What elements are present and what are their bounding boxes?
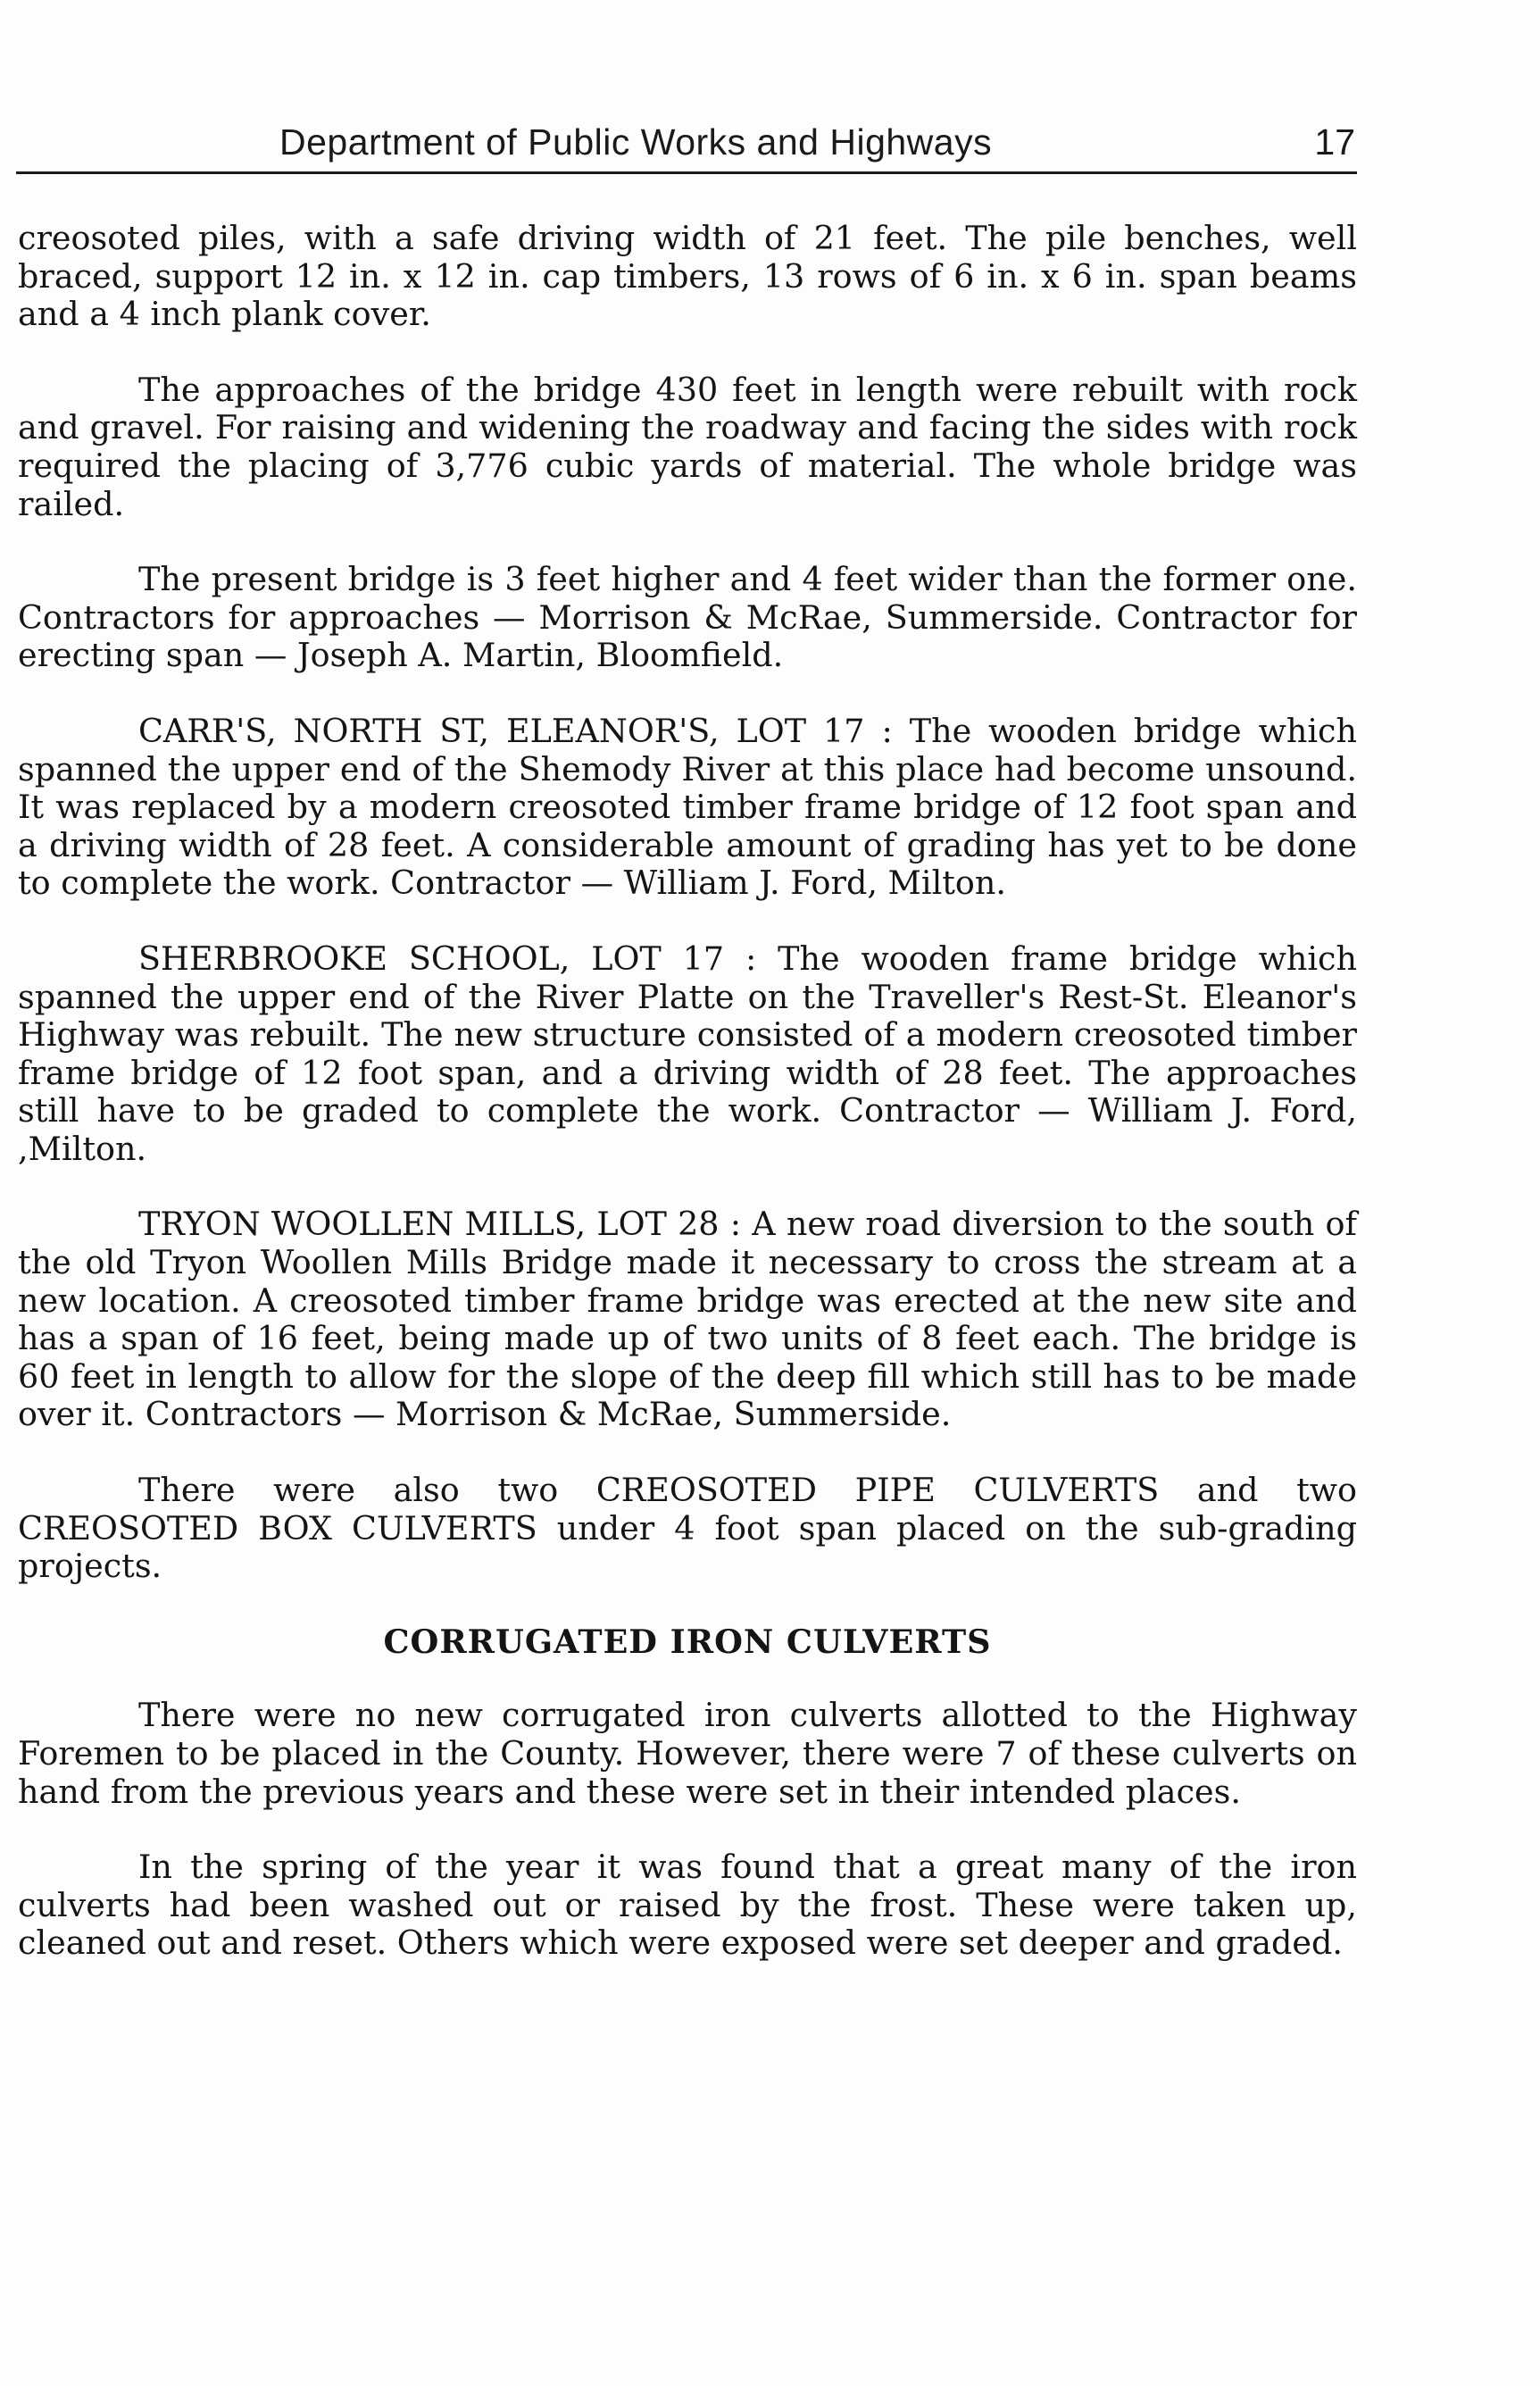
header-title: Department of Public Works and Highways — [279, 121, 993, 163]
paragraph-carrs-bridge: CARR'S, NORTH ST, ELEANOR'S, LOT 17 : The wooden bridge which spanned the upper end of the Shemody River at this place had become unsound. It was replaced by a modern creosoted timber frame bridge of 12 foot span and a driving width of 28 feet. A considerable amount of grading has yet to be done to complete the work. Contractor — William J. Ford, Milton. — [18, 711, 1357, 903]
paragraph-continuation: creosoted piles, with a safe driving width of 21 feet. The pile benches, well braced, support 12 in. x 12 in. cap timbers, 13 rows of 6 in. x 6 in. span beams and a 4 inch plank cover. — [18, 219, 1357, 334]
paragraph-tryon-woollen-mills: TRYON WOOLLEN MILLS, LOT 28 : A new road diversion to the south of the old Tryon Woollen Mills Bridge made it necessary to cross the stream at a new location. A creosoted timber frame bridge was erected at the new site and has a span of 16 feet, being made up of two units of 8 feet each. The bridge is 60 feet in length to allow for the slope of the deep fill which still has to be made over it. Contractors — Morrison & McRae, Summerside. — [18, 1205, 1357, 1434]
paragraph-spring-frost: In the spring of the year it was found that a great many of the iron culverts had been washed out or raised by the frost. These were taken up, cleaned out and reset. Others which were exposed were set deeper and graded. — [18, 1848, 1357, 1963]
paragraph-approaches: The approaches of the bridge 430 feet in length were rebuilt with rock and gravel. For raising and widening the roadway and facing the sides with rock required the placing of 3,776 cubic yards of material. The whole bridge was railed. — [18, 370, 1357, 523]
paragraph-culverts: There were also two CREOSOTED PIPE CULVERTS and two CREOSOTED BOX CULVERTS under 4 foot span placed on the sub-grading projects. — [18, 1471, 1357, 1586]
section-heading: CORRUGATED IRON CULVERTS — [383, 1622, 992, 1661]
page-number: 17 — [1314, 121, 1355, 163]
running-header — [16, 114, 1357, 174]
paragraph-present-bridge: The present bridge is 3 feet higher and 4 feet wider than the former one. Contractors for approaches — Morrison & McRae, Summerside. Contractor for erecting span — Joseph A. Martin, Bloomfield. — [18, 560, 1357, 675]
document-body — [18, 220, 1357, 2000]
paragraph-no-new-culverts: There were no new corrugated iron culverts allotted to the Highway Foremen to be placed in the County. However, there were 7 of these culverts on hand from the previous years and these were set in their intended places. — [18, 1696, 1357, 1811]
paragraph-sherbrooke-school: SHERBROOKE SCHOOL, LOT 17 : The wooden frame bridge which spanned the upper end of the River Platte on the Traveller's Rest-St. Eleanor's Highway was rebuilt. The new structure consisted of a modern creosoted timber frame bridge of 12 foot span, and a driving width of 28 feet. The approaches still have to be graded to complete the work. Contractor — William J. Ford, ,Milton. — [18, 939, 1357, 1168]
